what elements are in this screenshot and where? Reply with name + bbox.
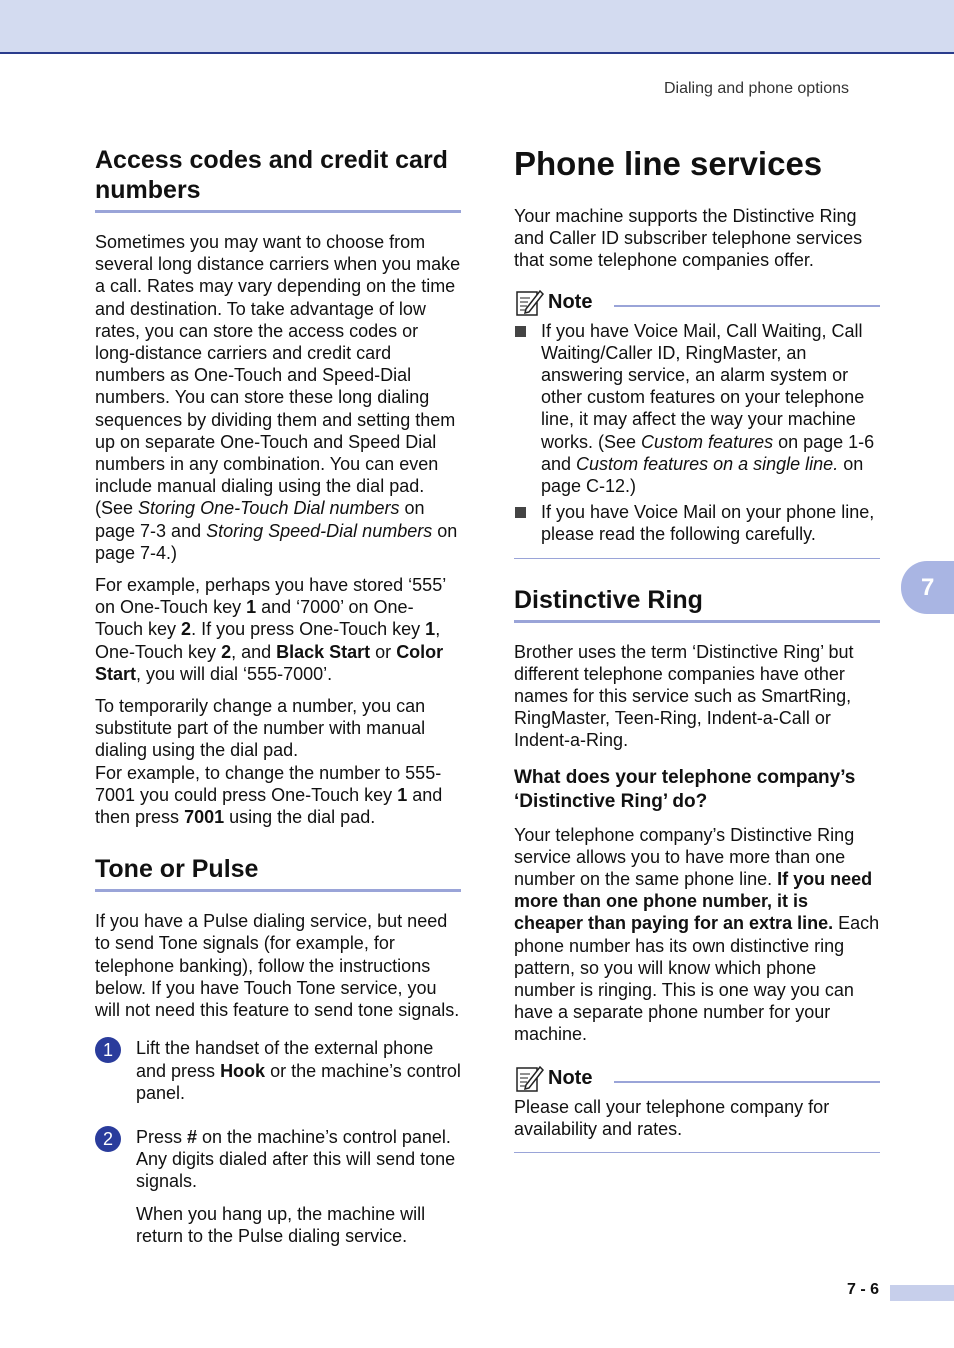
access-codes-heading: Access codes and credit card numbers (95, 145, 461, 213)
note-box-1 (514, 286, 880, 559)
step-number-1: 1 (95, 1037, 121, 1063)
note-pencil-icon (514, 287, 544, 317)
note-label-1: Note (548, 290, 593, 313)
note-header-2 (514, 1062, 880, 1094)
note-2-text: Please call your telephone company for availability and rates. (514, 1096, 830, 1139)
distinctive-ring-paragraph-2: Your telephone company’s Distinctive Ring service allows you to have more than one number on the same phone line. If you need more than one phone number, it is cheaper than paying for an extra line. Each phone number has its own distinctive ring pattern, so you will know which phone number is ringing. This is one way you can have a separate phone number for your machine. (514, 824, 880, 1045)
distinctive-ring-subheading: What does your telephone company’s ‘Distinctive Ring’ do? (514, 766, 856, 812)
access-codes-paragraph-2: For example, perhaps you have stored ‘555’ on One-Touch key 1 and ‘7000’ on One-Touch key 2. If you press One-Touch key 1, One-Touch key 2, and Black Start or Color Start, you will dial ‘555-7000’. (95, 575, 446, 684)
phone-line-services-paragraph: Your machine supports the Distinctive Ring and Caller ID subscriber telephone services that some telephone companies offer. (514, 206, 863, 271)
right-column (514, 145, 880, 1163)
distinctive-ring-heading-block (514, 585, 880, 623)
top-band (0, 0, 954, 54)
step-1-text: Lift the handset of the external phone and press Hook or the machine’s control panel. (136, 1038, 461, 1103)
step-1 (95, 1037, 461, 1114)
step-2-text: Press # on the machine’s control panel. Any digits dialed after this will send tone signals. When you hang up, the machine will return to the Pulse dialing service. (136, 1126, 461, 1257)
note-bullet-2-text: If you have Voice Mail on your phone line, please read the following carefully. (541, 502, 875, 545)
tone-pulse-heading: Tone or Pulse (95, 854, 461, 892)
note-label-2: Note (548, 1066, 593, 1089)
note-bullet-1-text: If you have Voice Mail, Call Waiting, Call Waiting/Caller ID, RingMaster, an answering service, an alarm system or other custom features on your telephone line, it may affect the way your machine works. (See Custom features on page 1-6 and Custom features on a single line. on page C-12.) (541, 320, 875, 497)
page-number: 7 - 6 (847, 1281, 880, 1298)
access-codes-heading-block (95, 145, 461, 213)
note-header-1 (514, 286, 880, 318)
bullet-square-icon (515, 507, 526, 518)
bullet-square-icon (515, 326, 526, 337)
phone-line-services-title: Phone line services (514, 145, 823, 182)
left-column (95, 145, 461, 1269)
tone-pulse-heading-block (95, 854, 461, 892)
note-end-rule-2 (514, 1152, 880, 1153)
step-2 (95, 1126, 461, 1257)
distinctive-ring-paragraph-1: Brother uses the term ‘Distinctive Ring’ but different telephone companies have other names for this service such as SmartRing, RingMaster, Teen-Ring, Indent-a-Call or Indent-a-Ring. (514, 641, 854, 751)
access-codes-paragraph-4: For example, to change the number to 555-7001 you could press One-Touch key 1 and then press 7001 using the dial pad. (95, 762, 443, 828)
note-bullet-2 (514, 501, 880, 545)
tone-pulse-paragraph: If you have a Pulse dialing service, but need to send Tone signals (for example, for telephone banking), follow the instructions below. If you have Touch Tone service, you will not need this feature to send tone signals. (95, 911, 460, 1021)
step-number-2: 2 (95, 1126, 121, 1152)
note-end-rule-1 (514, 558, 880, 559)
chapter-tab: 7 (901, 561, 954, 614)
step-2-extra: When you hang up, the machine will return to the Pulse dialing service. (136, 1203, 426, 1246)
page-number-bar (890, 1285, 954, 1301)
distinctive-ring-heading: Distinctive Ring (514, 585, 880, 623)
note-pencil-icon (514, 1063, 544, 1093)
note-rule-2 (614, 1081, 880, 1083)
running-header: Dialing and phone options (663, 80, 849, 97)
access-codes-paragraph-1: Sometimes you may want to choose from several long distance carriers when you make a call. Rates may vary depending on the time and destination. To take advantage of low rates, you can store the access codes or long-distance carriers and credit card numbers as One-Touch and Speed-Dial numbers. You can store these long dialing sequences by dividing them and setting them up on separate One-Touch and Speed Dial numbers in any combination. You can even include manual dialing using the dial pad. (See Storing One-Touch Dial numbers on page 7-3 and Storing Speed-Dial numbers on page 7-4.) (95, 232, 461, 563)
note-bullet-1 (514, 320, 880, 498)
note-box-2 (514, 1062, 880, 1153)
access-codes-paragraph-3: To temporarily change a number, you can substitute part of the number with manual dialing using the dial pad. (95, 696, 426, 761)
note-rule-1 (614, 305, 880, 307)
